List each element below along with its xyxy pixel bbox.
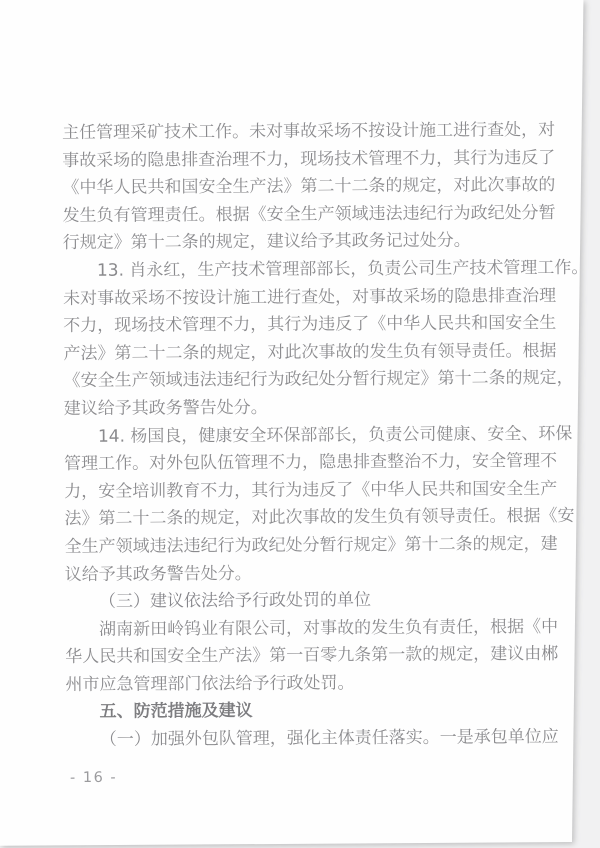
text-line: 不力，现场技术管理不力，其行为违反了《中华人民共和国安全生 [63, 313, 557, 337]
paragraph [66, 724, 559, 755]
paragraph [65, 586, 543, 617]
text-line: 力，安全培训教育不力，其行为违反了《中华人民共和国安全生产 [64, 478, 558, 502]
paragraph [65, 614, 559, 700]
text-line: 未对事故采场不按设计施工进行查处，对事故采场的隐患排查治理 [63, 285, 557, 309]
text-line: 州市应急管理部门依法给予行政处罚。 [65, 673, 355, 695]
text-line: 湖南新田岭钨业有限公司，对事故的发生负有责任，根据《中 [99, 616, 559, 640]
text-line: 全生产领域违法违纪行为政纪处分暂行规定》第十二条的规定，建 [64, 533, 558, 557]
text-line: 建议给予其政务警告处分。 [63, 397, 268, 419]
text-line: 五、防范措施及建议 [99, 701, 253, 723]
text-line: 议给予其政务警告处分。 [64, 563, 252, 585]
text-line: 华人民共和国安全生产法》第一百零九条第一款的规定，建议由郴 [65, 644, 559, 668]
text-line: （三）建议依法给予行政处罚的单位 [98, 590, 372, 612]
paragraph [62, 117, 556, 258]
text-line: 事故采场的隐患排查治理不力，现场技术管理不力，其行为违反了 [62, 147, 556, 171]
text-line: 《安全生产领域违法违纪行为政纪处分暂行规定》第十二条的规定， [63, 368, 574, 392]
text-line: 产法》第二十二条的规定，对此次事故的发生负有领导责任。根据 [63, 340, 557, 364]
text-line: （一）加强外包队管理，强化主体责任落实。一是承包单位应 [99, 727, 559, 750]
page-number: - 16 - [69, 769, 118, 787]
document-text [62, 117, 589, 755]
paragraph [63, 255, 589, 423]
text-line: 发生负有管理责任。根据《安全生产领域违法违纪行为政纪处分暂 [62, 202, 556, 226]
text-line: 行规定》第十二条的规定，建议给予其政务记过处分。 [62, 230, 471, 254]
text-line: 法》第二十二条的规定，对此次事故的发生负有领导责任。根据《安 [64, 506, 575, 530]
text-line: 管理工作。对外包队伍管理不力，隐患排查整治不力，安全管理不 [64, 451, 558, 475]
paragraph [66, 697, 544, 728]
text-line: 《中华人民共和国安全生产法》第二十二条的规定，对此次事故的 [62, 175, 556, 199]
text-line: 13. 肖永红，生产技术管理部部长，负责公司生产技术管理工作。 [96, 257, 589, 281]
text-line: 主任管理采矿技术工作。未对事故采场不按设计施工进行查处，对 [62, 119, 556, 143]
text-line: 14. 杨国良，健康安全环保部部长，负责公司健康、安全、环保 [97, 423, 573, 447]
paragraph [64, 421, 575, 589]
